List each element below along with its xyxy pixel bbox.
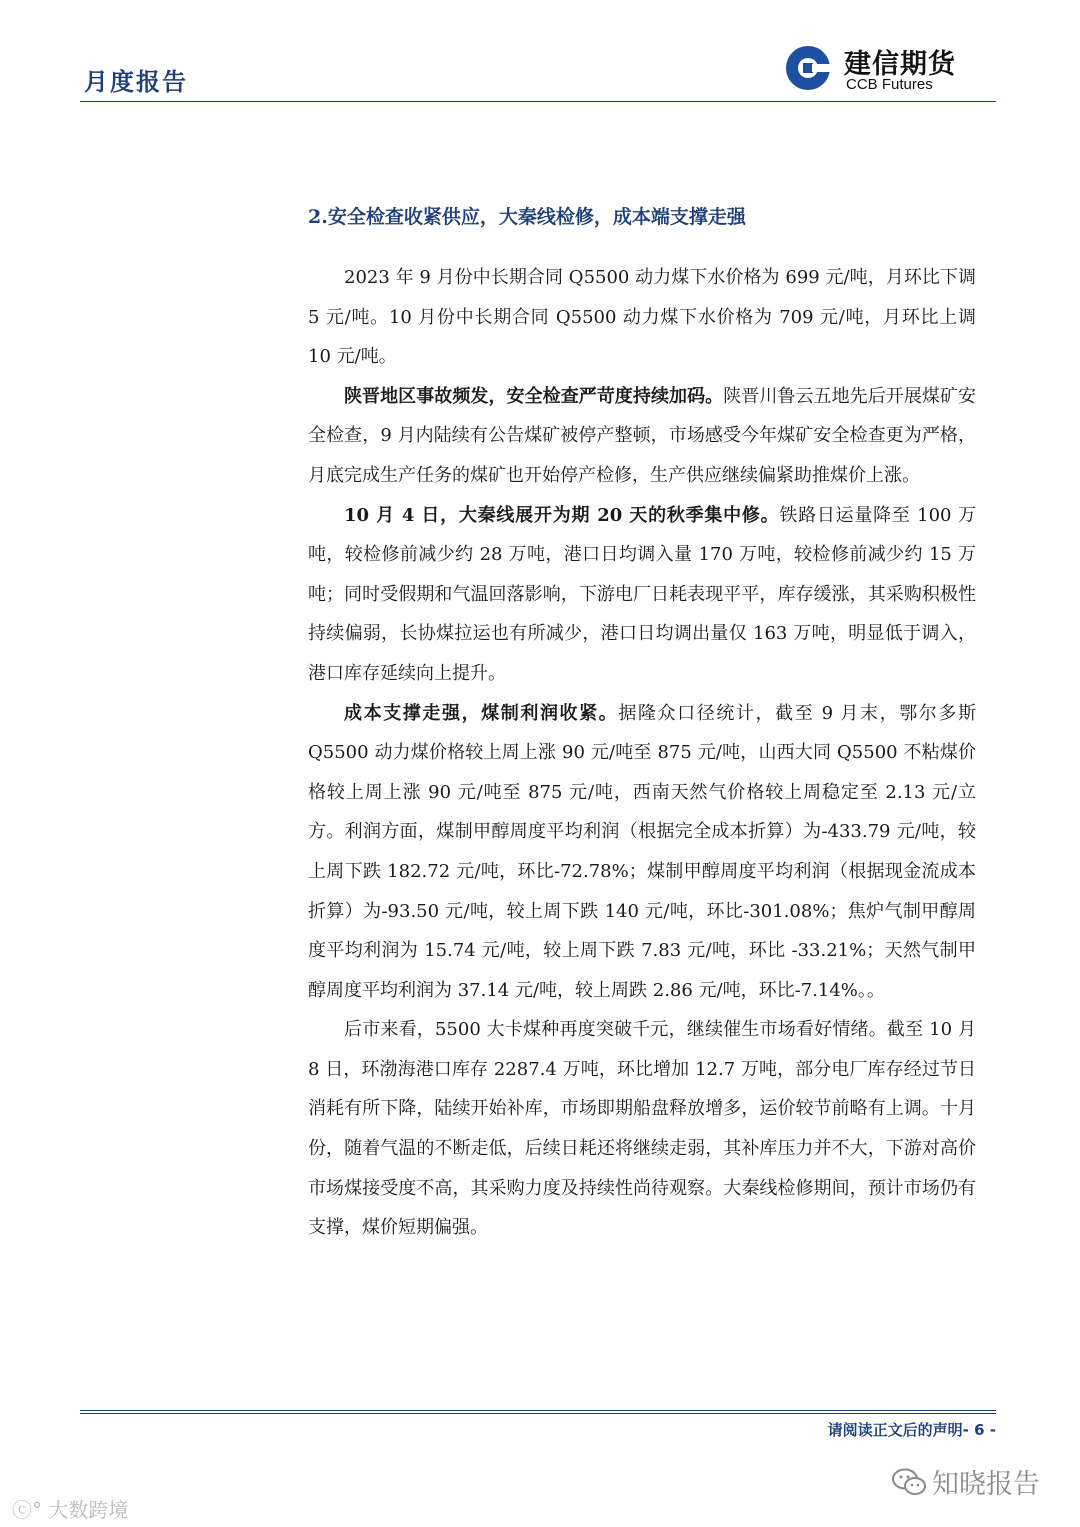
- paragraph-lead: 陕晋地区事故频发，安全检查严苛度持续加码。: [344, 385, 724, 407]
- watermark-left: [12, 1494, 128, 1523]
- report-body: [308, 258, 976, 1248]
- header-divider: [80, 101, 996, 102]
- watermark-right: [892, 1462, 1040, 1501]
- ccb-logo-icon: [784, 44, 832, 92]
- paragraph: [308, 258, 976, 377]
- paragraph: [308, 1010, 976, 1248]
- paragraph-lead: 成本支撑走强，煤制利润收紧。: [344, 702, 619, 724]
- footer-divider: [80, 1410, 996, 1411]
- paragraph-text: 2023 年 9 月份中长期合同 Q5500 动力煤下水价格为 699 元/吨，月环比下调 5 元/吨。10 月份中长期合同 Q5500 动力煤下水价格为 709 元/吨，月环比上调 10 元/吨。: [308, 267, 976, 368]
- footer-divider-second: [80, 1413, 996, 1414]
- paragraph-text: 据隆众口径统计，截至 9 月末，鄂尔多斯 Q5500 动力煤价格较上周上涨 90 元/吨至 875 元/吨，山西大同 Q5500 不粘煤价格较上周上涨 90 元/吨至 875 元/吨，西南天然气价格较上周稳定至 2.13 元/立方。利润方面，煤制甲醇周度平均利润（根据完全成本折算）为-433.79 元/吨，较上周下跌 182.72 元/吨，环比-72.78%；煤制甲醇周度平均利润（根据现金流成本折算）为-93.50 元/吨，较上周下跌 140 元/吨，环比-301.08%；焦炉气制甲醇周度平均利润为 15.74 元/吨，较上周下跌 7.83 元/吨，环比 -33.21%；天然气制甲醇周度平均利润为 37.14 元/吨，较上周跌 2.86 元/吨，环比-7.14%。。: [308, 702, 977, 1001]
- paragraph-text: 后市来看，5500 大卡煤种再度突破千元，继续催生市场看好情绪。截至 10 月 8 日，环渤海港口库存 2287.4 万吨，环比增加 12.7 万吨，部分电厂库存经过节日消耗有所下降，陆续开始补库，市场即期船盘释放增多，运价较节前略有上调。十月份，随着气温的不断走低，后续日耗还将继续走弱，其补库压力并不大，下游对高价市场煤接受度不高，其采购力度及持续性尚待观察。大秦线检修期间，预计市场仍有支撑，煤价短期偏强。: [308, 1019, 976, 1239]
- logo-chinese-name: 建信期货: [844, 49, 956, 80]
- paragraph-text: 陕晋川鲁云五地先后开展煤矿安全检查，9 月内陆续有公告煤矿被停产整顿，市场感受今年煤矿安全检查更为严格，月底完成生产任务的煤矿也开始停产检修，生产供应继续偏紧助推煤价上涨。: [308, 385, 976, 486]
- section-heading: 2.安全检查收紧供应，大秦线检修，成本端支撑走强: [308, 206, 746, 228]
- logo-english-name: CCB Futures: [846, 76, 933, 93]
- company-logo: [784, 40, 1004, 98]
- paragraph: [308, 694, 976, 1011]
- report-type-title: 月度报告: [84, 67, 188, 96]
- paragraph-text: 铁路日运量降至 100 万吨，较检修前减少约 28 万吨，港口日均调入量 170 万吨，较检修前减少约 15 万吨；同时受假期和气温回落影响，下游电厂日耗表现平平，库存缓涨，其采购积极性持续偏弱，长协煤拉运也有所减少，港口日均调出量仅 163 万吨，明显低于调入，港口库存延续向上提升。: [308, 504, 976, 684]
- watermark-left-text: 大数跨境: [48, 1498, 129, 1522]
- footer-disclaimer-page: 请阅读正文后的声明- 6 -: [827, 1421, 996, 1439]
- watermark-right-text: 知晓报告: [932, 1469, 1040, 1500]
- paragraph: [308, 377, 976, 496]
- paragraph-lead: 10 月 4 日，大秦线展开为期 20 天的秋季集中修。: [344, 504, 780, 526]
- wechat-icon: [892, 1468, 926, 1496]
- watermark-logo-icon: ⓒ°: [12, 1498, 49, 1522]
- paragraph: [308, 496, 976, 694]
